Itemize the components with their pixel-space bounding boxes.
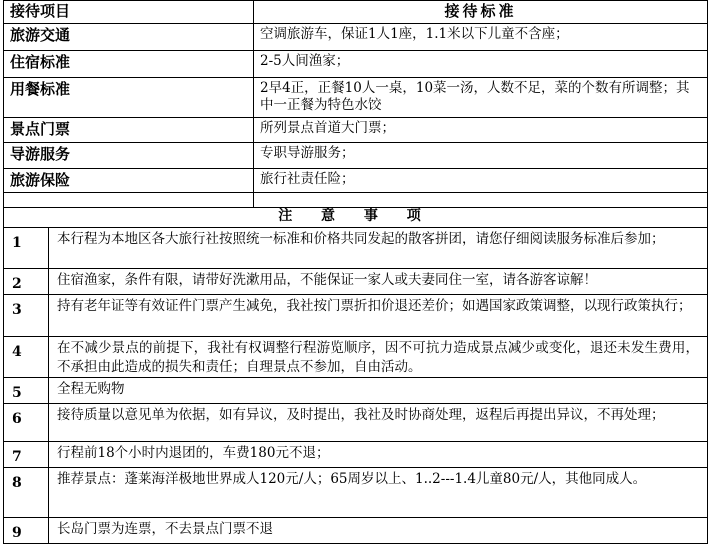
reception-standards-table	[3, 0, 708, 208]
list-item	[4, 337, 708, 378]
table-row	[4, 78, 708, 118]
row-value-tickets: 所列景点首道大门票；	[254, 118, 708, 143]
note-number: 1	[4, 228, 49, 269]
table-row	[4, 51, 708, 78]
empty-cell	[254, 193, 708, 208]
note-text: 住宿渔家，条件有限，请带好洗漱用品，不能保证一家人或夫妻同住一室，请各游客谅解！	[49, 269, 708, 295]
note-number: 5	[4, 378, 49, 404]
note-number: 4	[4, 337, 49, 378]
note-text: 长岛门票为连票，不去景点门票不退	[49, 518, 708, 544]
note-number: 8	[4, 468, 49, 518]
row-value-meals: 2早4正，正餐10人一桌，10菜一汤，人数不足，菜的个数有所调整；其中一正餐为特色水饺	[254, 78, 708, 118]
empty-row	[4, 193, 708, 208]
row-value-accommodation: 2-5人间渔家；	[254, 51, 708, 78]
reception-table-header	[4, 1, 708, 24]
table-row	[4, 118, 708, 143]
notes-title-row	[4, 208, 708, 228]
row-label-transport: 旅游交通	[4, 24, 254, 51]
note-number: 7	[4, 442, 49, 468]
note-text: 行程前18个小时内退团的，车费180元不退；	[49, 442, 708, 468]
header-standard-label: 接待标准	[254, 1, 708, 24]
list-item	[4, 269, 708, 295]
row-value-transport: 空调旅游车，保证1人1座，1.1米以下儿童不含座；	[254, 24, 708, 51]
row-label-insurance: 旅游保险	[4, 169, 254, 193]
list-item	[4, 378, 708, 404]
note-text: 持有老年证等有效证件门票产生减免，我社按门票折扣价退还差价；如遇国家政策调整，以现行政策执行；	[49, 295, 708, 337]
row-value-insurance: 旅行社责任险；	[254, 169, 708, 193]
notes-table	[3, 207, 708, 544]
notes-title: 注 意 事 项	[4, 208, 708, 228]
note-text: 推荐景点：蓬莱海洋极地世界成人120元/人；65周岁以上、1..2---1.4儿童80元/人，其他同成人。	[49, 468, 708, 518]
note-number: 3	[4, 295, 49, 337]
table-row	[4, 24, 708, 51]
note-text: 接待质量以意见单为依据，如有异议，及时提出，我社及时协商处理，返程后再提出异议，不再处理；	[49, 404, 708, 442]
list-item	[4, 404, 708, 442]
row-value-guide: 专职导游服务；	[254, 143, 708, 169]
list-item	[4, 228, 708, 269]
row-label-tickets: 景点门票	[4, 118, 254, 143]
row-label-meals: 用餐标准	[4, 78, 254, 118]
list-item	[4, 468, 708, 518]
list-item	[4, 442, 708, 468]
note-number: 6	[4, 404, 49, 442]
note-text: 全程无购物	[49, 378, 708, 404]
table-row	[4, 169, 708, 193]
note-text: 本行程为本地区各大旅行社按照统一标准和价格共同发起的散客拼团，请您仔细阅读服务标准后参加；	[49, 228, 708, 269]
row-label-guide: 导游服务	[4, 143, 254, 169]
note-text: 在不减少景点的前提下，我社有权调整行程游览顺序，因不可抗力造成景点减少或变化，退还未发生费用，不承担由此造成的损失和责任；自理景点不参加，自由活动。	[49, 337, 708, 378]
empty-cell	[4, 193, 254, 208]
note-number: 2	[4, 269, 49, 295]
list-item	[4, 295, 708, 337]
note-number: 9	[4, 518, 49, 544]
header-item-label: 接待项目	[4, 1, 254, 24]
table-row	[4, 143, 708, 169]
row-label-accommodation: 住宿标准	[4, 51, 254, 78]
